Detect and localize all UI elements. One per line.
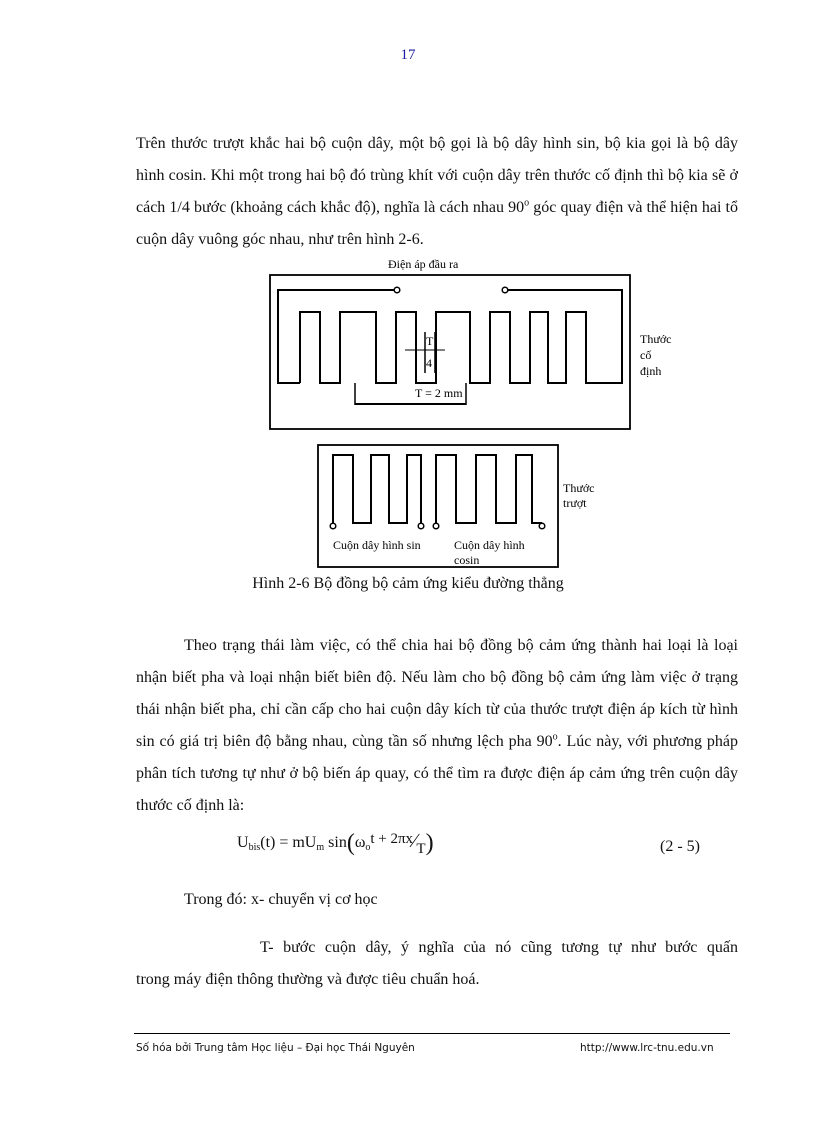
sin-terminal-right xyxy=(418,523,424,529)
output-terminal-left xyxy=(394,287,400,293)
footer-left: Số hóa bởi Trung tâm Học liệu – Đại học Thái Nguyên xyxy=(136,1042,415,1054)
intro-text-b: góc quay điện và thể hiện hai tổ cuộn dây vuông góc nhau, như trên hình 2-6. xyxy=(136,199,739,248)
sin-coil xyxy=(333,455,421,523)
cos-coil xyxy=(436,455,542,523)
eq-T: T xyxy=(416,841,426,857)
period-label: T = 2 mm xyxy=(415,386,463,400)
where-line: Trong đó: x- chuyển vị cơ học xyxy=(184,891,378,908)
sliding-scale-label-2: trượt xyxy=(563,496,587,510)
figure-caption: Hình 2-6 Bộ đồng bộ cảm ứng kiểu đường thẳng xyxy=(252,575,564,592)
figure-2-6 xyxy=(0,250,816,575)
fixed-scale-label-1: Thước xyxy=(640,332,672,346)
body-text-b: . Lúc này, với phương pháp phân tích tương tự như ở bộ biến áp quay, có thể tìm ra được điện áp cảm ứng trên cuộn dây thước cố định là: xyxy=(136,733,738,814)
output-terminal-right xyxy=(502,287,508,293)
body-paragraph xyxy=(136,630,738,822)
cos-coil-label-2: cosin xyxy=(454,553,480,567)
output-voltage-label: Điện áp đầu ra xyxy=(388,257,459,271)
t-definition-line: T- bước cuộn dây, ý nghĩa của nó cũng tương tự như bước quấn xyxy=(260,939,738,956)
eq-omega: ω xyxy=(354,834,366,851)
output-wire-left xyxy=(278,290,397,383)
fixed-scale-frame xyxy=(270,275,630,429)
eq-open-paren: ( xyxy=(346,830,355,856)
sin-terminal-left xyxy=(330,523,336,529)
t-definition-cont: trong máy điện thông thường và được tiêu chuẩn hoá. xyxy=(136,971,480,988)
footer-link[interactable]: http://www.lrc-tnu.edu.vn xyxy=(580,1042,714,1054)
eq-U: U xyxy=(237,834,249,851)
eq-m-subscript: m xyxy=(316,842,325,853)
page-number: 17 xyxy=(400,47,416,63)
eq-close-paren: ) xyxy=(425,830,434,856)
eq-sin: sin xyxy=(324,834,347,851)
cos-terminal-left xyxy=(433,523,439,529)
cos-coil-label-1: Cuộn dây hình xyxy=(454,538,525,552)
quarter-num: T xyxy=(426,334,434,348)
equation xyxy=(237,830,434,858)
fixed-scale-label-3: định xyxy=(640,364,662,378)
footer-divider xyxy=(134,1033,730,1034)
intro-paragraph xyxy=(136,128,738,256)
eq-lhs: (t) = mU xyxy=(260,834,317,851)
equation-number: (2 - 5) xyxy=(660,838,700,855)
fixed-coil xyxy=(300,312,602,383)
sliding-scale-label-1: Thước xyxy=(563,481,595,495)
cos-terminal-right xyxy=(539,523,545,529)
eq-U-subscript: bis xyxy=(248,842,261,853)
degree-superscript: o xyxy=(524,197,530,209)
fixed-scale-label-2: cố xyxy=(640,348,652,362)
eq-rest: t + 2πx xyxy=(370,831,414,847)
output-wire-right xyxy=(505,290,622,383)
eq-slash: ∕ xyxy=(413,830,417,852)
sin-coil-label: Cuộn dây hình sin xyxy=(333,538,421,552)
quarter-den: 4 xyxy=(426,356,432,370)
degree-superscript-2: o xyxy=(552,731,558,743)
body-text-a: Theo trạng thái làm việc, có thể chia hai bộ đồng bộ cảm ứng thành hai loại là loại nhận biết pha và loại nhận biết biên độ. Nếu làm cho bộ đồng bộ cảm ứng làm việc ở trạng thái nhận biết pha, chỉ cần cấp cho hai cuộn dây kích từ của thước trượt điện áp kích từ hình sin có giá trị biên độ bằng nhau, cùng tần số nhưng lệch pha 90 xyxy=(136,637,738,750)
intro-text-a: Trên thước trượt khắc hai bộ cuộn dây, một bộ gọi là bộ dây hình sin, bộ kia gọi là bộ dây hình cosin. Khi một trong hai bộ đó trùng khít với cuộn dây trên thước cố định thì bộ kia sẽ ở cách 1/4 bước (khoảng cách khắc độ), nghĩa là cách nhau 90 xyxy=(136,135,738,216)
eq-omega-subscript: o xyxy=(365,842,371,853)
